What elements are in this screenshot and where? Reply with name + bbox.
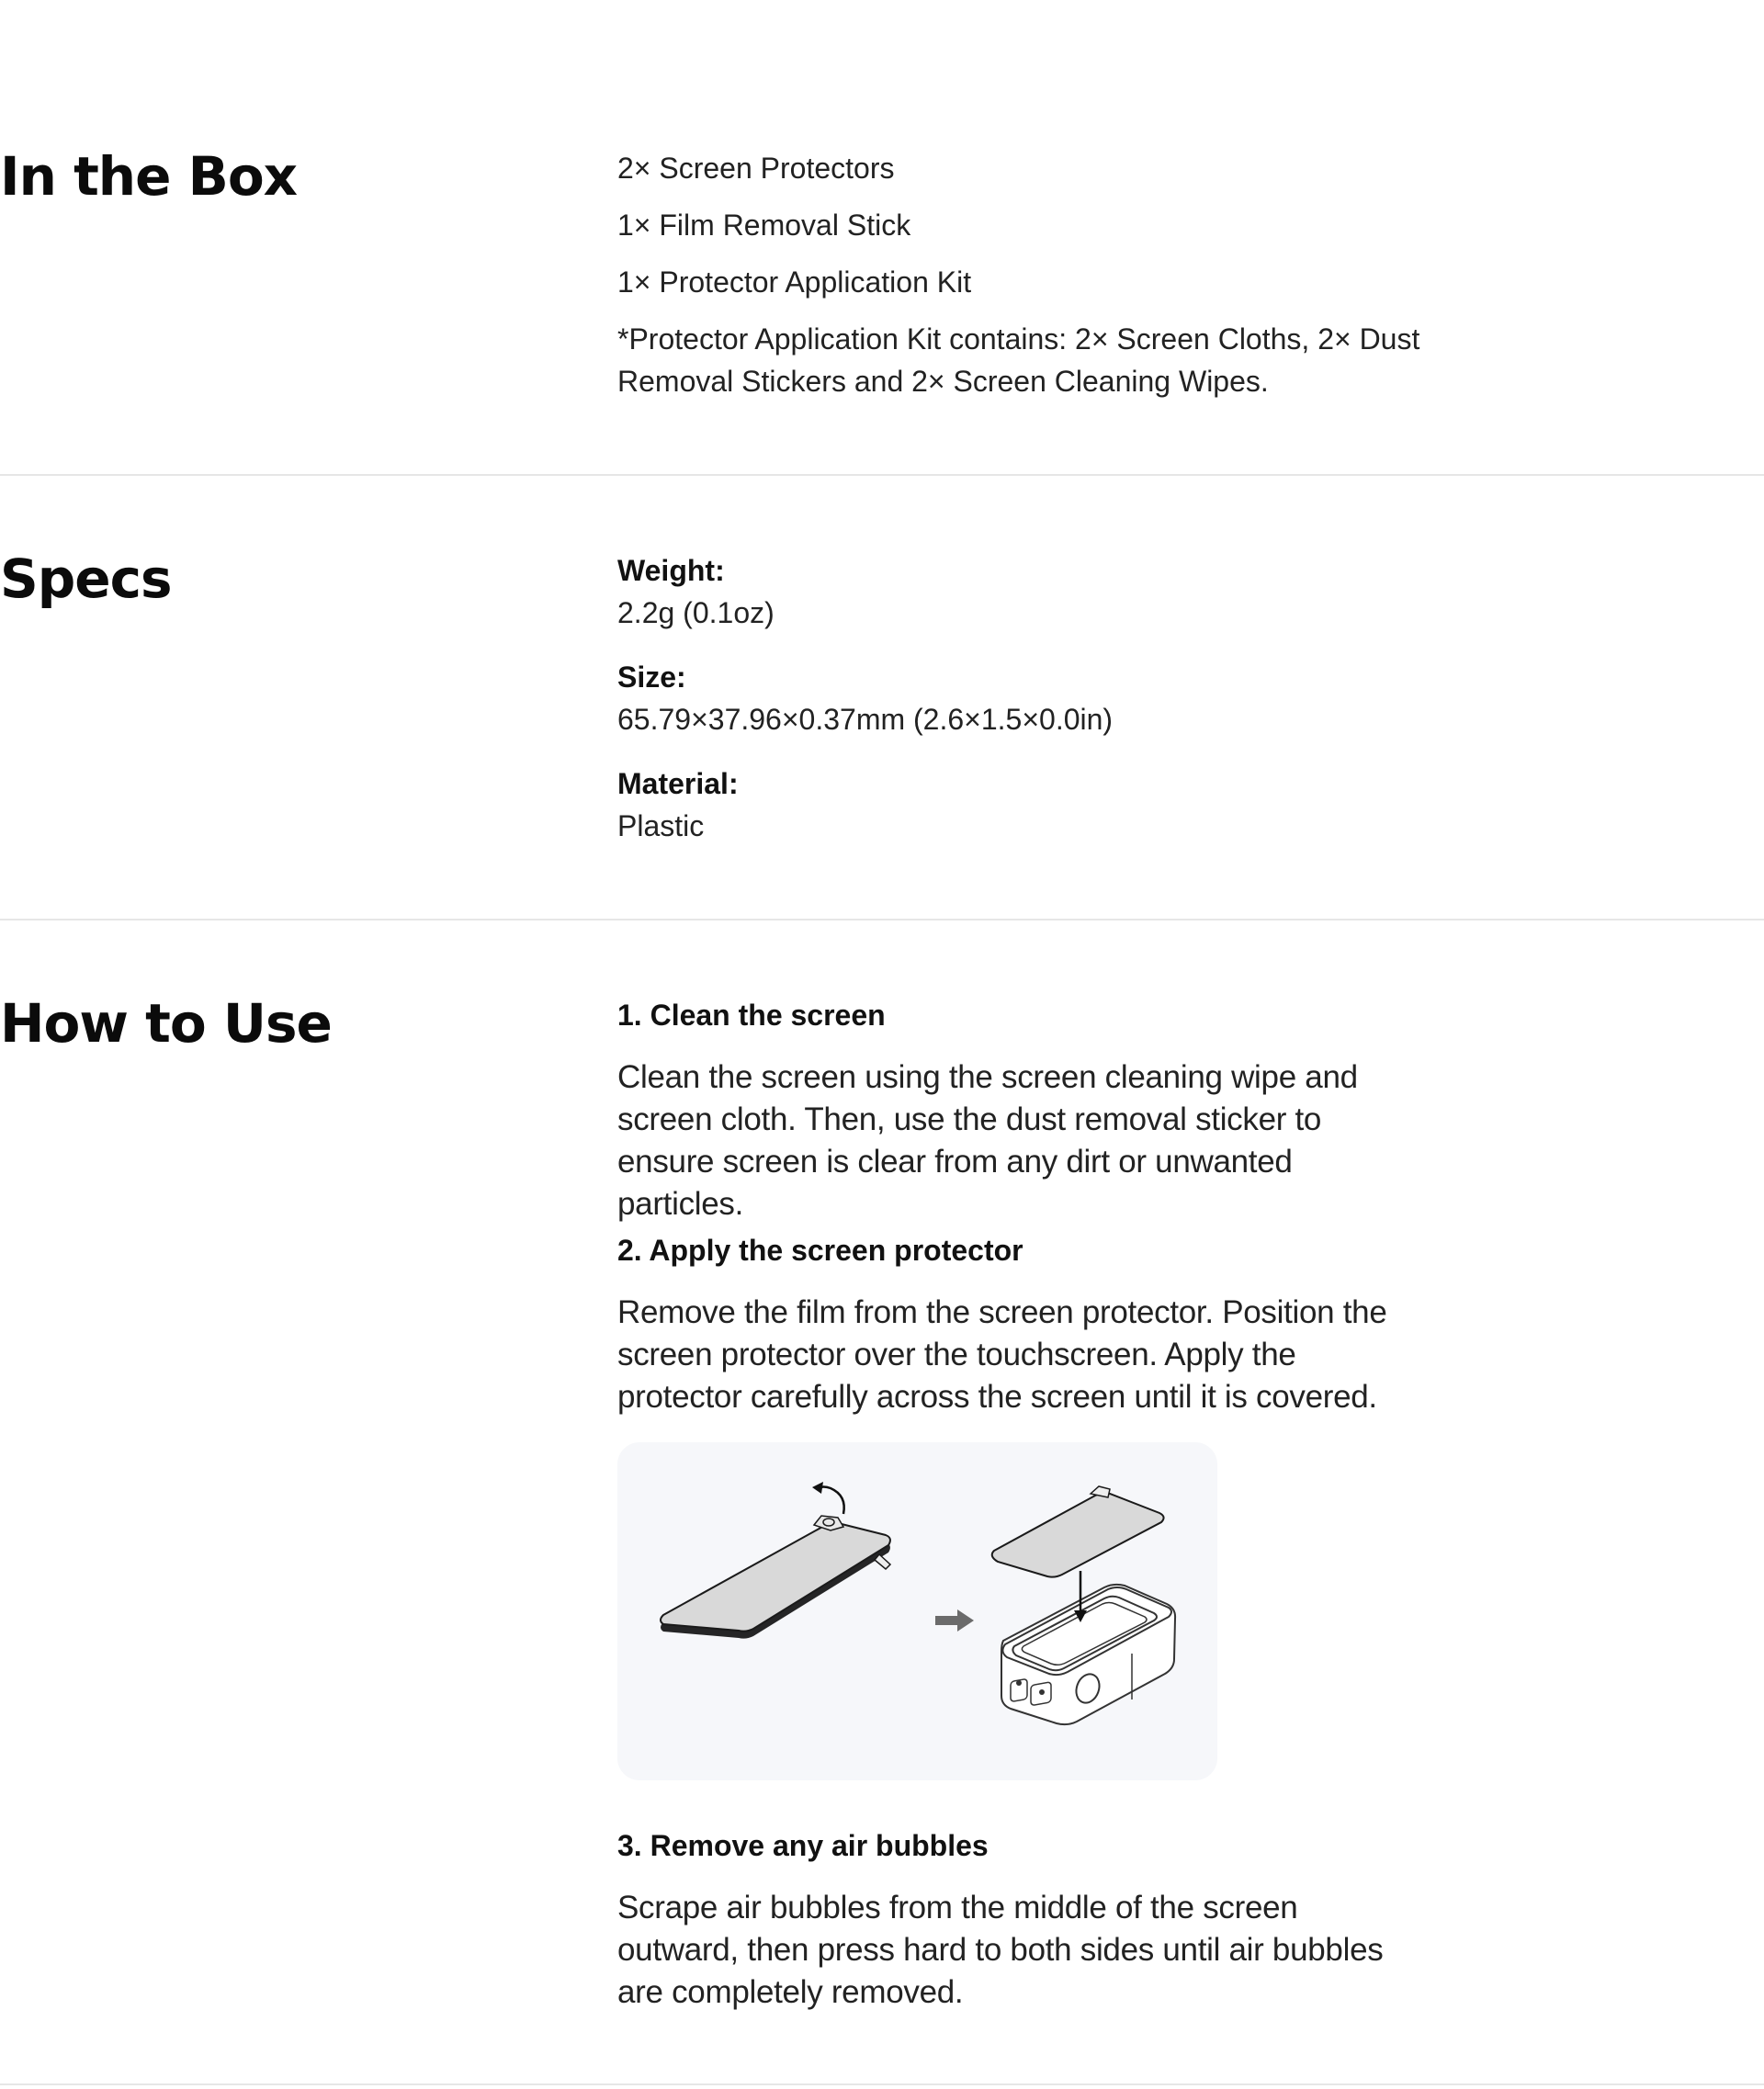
floating-screen-protector xyxy=(992,1486,1164,1577)
how-to-use-title: How to Use xyxy=(0,992,332,1055)
section-divider xyxy=(0,919,1764,920)
specs-title: Specs xyxy=(0,548,172,610)
specs-list xyxy=(617,549,1426,869)
box-item: 1× Film Removal Stick xyxy=(617,209,911,242)
arrow-right-icon xyxy=(935,1609,974,1632)
apply-protector-illustration xyxy=(617,1442,1217,1780)
step-title: 1. Clean the screen xyxy=(617,999,886,1032)
spec-value: 65.79×37.96×0.37mm (2.6×1.5×0.0in) xyxy=(617,703,1114,736)
in-the-box-title: In the Box xyxy=(0,145,298,208)
box-item-note: *Protector Application Kit contains: 2× Screen Cloths, 2× Dust Removal Stickers and 2× Screen Cleaning Wipes. xyxy=(617,322,1420,398)
step-description: Scrape air bubbles from the middle of the screen outward, then press hard to both sides until air bubbles are completely removed. xyxy=(617,1890,1384,2010)
spec-label: Material: xyxy=(617,767,739,800)
spec-value: 2.2g (0.1oz) xyxy=(617,596,775,629)
spec-label: Weight: xyxy=(617,554,725,587)
spec-label: Size: xyxy=(617,661,686,694)
step-2 xyxy=(617,1229,1426,1418)
section-divider xyxy=(0,474,1764,476)
spec-size xyxy=(617,656,1426,740)
box-item: 2× Screen Protectors xyxy=(617,152,895,185)
screen-protector-sheet xyxy=(661,1516,890,1639)
camera-device xyxy=(1001,1585,1175,1724)
step-title: 2. Apply the screen protector xyxy=(617,1234,1023,1267)
step-description: Remove the film from the screen protector. Position the screen protector over the touchscreen. Apply the protector carefully across the screen until it is covered. xyxy=(617,1294,1387,1415)
section-divider xyxy=(0,2083,1764,2085)
step-title: 3. Remove any air bubbles xyxy=(617,1829,989,1862)
spec-material xyxy=(617,762,1426,847)
apply-protector-diagram xyxy=(617,1442,1217,1780)
box-item: 1× Protector Application Kit xyxy=(617,265,972,299)
peel-arrow-icon xyxy=(812,1482,844,1514)
spec-value: Plastic xyxy=(617,809,705,842)
step-1 xyxy=(617,994,1426,1225)
spec-weight xyxy=(617,549,1426,634)
step-description: Clean the screen using the screen cleaning wipe and screen cloth. Then, use the dust removal sticker to ensure screen is clear from any dirt or unwanted particles. xyxy=(617,1059,1358,1222)
step-3 xyxy=(617,1824,1426,2014)
in-the-box-list xyxy=(617,147,1426,417)
